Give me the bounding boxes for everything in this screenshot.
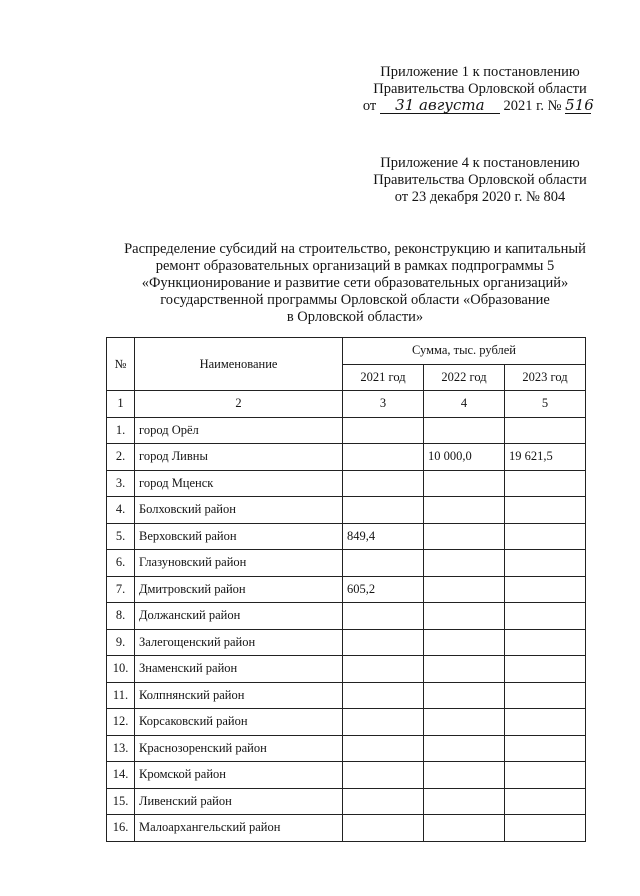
row-value-2021	[343, 682, 424, 709]
row-value-2023	[505, 603, 586, 630]
subsidy-table	[106, 337, 586, 842]
table-header-row	[107, 338, 586, 365]
table-body	[107, 417, 586, 841]
row-value-2021	[343, 762, 424, 789]
row-number: 16.	[107, 815, 135, 842]
table-row	[107, 603, 586, 630]
row-value-2022	[424, 629, 505, 656]
row-name: Должанский район	[135, 603, 343, 630]
header-2021: 2021 год	[343, 364, 424, 391]
row-value-2022	[424, 735, 505, 762]
row-number: 3.	[107, 470, 135, 497]
row-name: Знаменский район	[135, 656, 343, 683]
row-name: Малоархангельский район	[135, 815, 343, 842]
row-value-2023	[505, 629, 586, 656]
row-value-2022	[424, 576, 505, 603]
table-row	[107, 762, 586, 789]
handwritten-number: 516	[565, 96, 594, 114]
table-row	[107, 444, 586, 471]
table-row	[107, 682, 586, 709]
appendix-4-line3: от 23 декабря 2020 г. № 804	[394, 189, 566, 205]
header-sum: Сумма, тыс. рублей	[343, 338, 586, 365]
row-value-2021	[343, 470, 424, 497]
row-number: 7.	[107, 576, 135, 603]
row-value-2023	[505, 656, 586, 683]
row-value-2021	[343, 444, 424, 471]
header-name: Наименование	[135, 338, 343, 391]
table-row	[107, 417, 586, 444]
row-value-2023	[505, 550, 586, 577]
row-value-2022	[424, 656, 505, 683]
row-value-2023	[505, 682, 586, 709]
row-name: Глазуновский район	[135, 550, 343, 577]
row-value-2021	[343, 709, 424, 736]
table-row	[107, 709, 586, 736]
row-value-2023	[505, 576, 586, 603]
row-number: 6.	[107, 550, 135, 577]
table-row	[107, 656, 586, 683]
header-num: №	[107, 338, 135, 391]
colnum-5: 5	[505, 391, 586, 418]
row-number: 5.	[107, 523, 135, 550]
row-number: 1.	[107, 417, 135, 444]
row-value-2021	[343, 417, 424, 444]
row-name: город Ливны	[135, 444, 343, 471]
appendix-4-line1: Приложение 4 к постановлению	[380, 155, 580, 171]
row-value-2023	[505, 470, 586, 497]
row-value-2023	[505, 523, 586, 550]
row-name: Дмитровский район	[135, 576, 343, 603]
row-value-2021: 605,2	[343, 576, 424, 603]
colnum-1: 1	[107, 391, 135, 418]
title-line4: государственной программы Орловской области «Образование	[160, 292, 550, 308]
appendix-4-heading	[360, 155, 600, 206]
row-name: город Мценск	[135, 470, 343, 497]
title-line1: Распределение субсидий на строительство, реконструкцию и капитальный	[124, 241, 586, 257]
row-value-2022	[424, 603, 505, 630]
appendix-4-line2: Правительства Орловской области	[373, 172, 587, 188]
table-row	[107, 470, 586, 497]
row-name: Ливенский район	[135, 788, 343, 815]
appendix-1-mid: 2021 г. №	[503, 98, 562, 114]
row-value-2023: 19 621,5	[505, 444, 586, 471]
row-name: Залегощенский район	[135, 629, 343, 656]
row-value-2022	[424, 550, 505, 577]
table-row	[107, 629, 586, 656]
row-name: Корсаковский район	[135, 709, 343, 736]
appendix-1-line3	[354, 98, 600, 115]
row-value-2021	[343, 815, 424, 842]
row-value-2023	[505, 762, 586, 789]
row-value-2022	[424, 709, 505, 736]
table-row	[107, 497, 586, 524]
row-value-2022	[424, 788, 505, 815]
row-name: Болховский район	[135, 497, 343, 524]
row-name: Колпнянский район	[135, 682, 343, 709]
row-value-2021	[343, 603, 424, 630]
row-name: Краснозоренский район	[135, 735, 343, 762]
row-name: Верховский район	[135, 523, 343, 550]
table-row	[107, 576, 586, 603]
row-value-2023	[505, 709, 586, 736]
row-number: 13.	[107, 735, 135, 762]
appendix-1-line2: Правительства Орловской области	[373, 81, 587, 97]
row-value-2021: 849,4	[343, 523, 424, 550]
row-value-2023	[505, 735, 586, 762]
row-value-2022	[424, 523, 505, 550]
table-row	[107, 788, 586, 815]
row-value-2022: 10 000,0	[424, 444, 505, 471]
row-value-2021	[343, 550, 424, 577]
title-line2: ремонт образовательных организаций в рамках подпрограммы 5	[155, 258, 555, 274]
row-value-2021	[343, 656, 424, 683]
header-2022: 2022 год	[424, 364, 505, 391]
title-line3: «Функционирование и развитие сети образовательных организаций»	[141, 275, 569, 291]
row-name: Кромской район	[135, 762, 343, 789]
header-2023: 2023 год	[505, 364, 586, 391]
row-value-2022	[424, 470, 505, 497]
appendix-1-line1: Приложение 1 к постановлению	[380, 64, 580, 80]
row-value-2022	[424, 815, 505, 842]
row-number: 15.	[107, 788, 135, 815]
row-value-2023	[505, 417, 586, 444]
column-numbers-row	[107, 391, 586, 418]
row-value-2023	[505, 788, 586, 815]
row-number: 11.	[107, 682, 135, 709]
colnum-3: 3	[343, 391, 424, 418]
table-row	[107, 735, 586, 762]
row-number: 2.	[107, 444, 135, 471]
row-value-2021	[343, 735, 424, 762]
table-row	[107, 550, 586, 577]
row-value-2021	[343, 788, 424, 815]
row-value-2022	[424, 762, 505, 789]
row-value-2023	[505, 815, 586, 842]
row-value-2022	[424, 497, 505, 524]
row-number: 4.	[107, 497, 135, 524]
table-row	[107, 523, 586, 550]
row-value-2023	[505, 497, 586, 524]
title-line5: в Орловской области»	[286, 309, 424, 325]
row-name: город Орёл	[135, 417, 343, 444]
document-title	[110, 241, 600, 326]
row-value-2022	[424, 417, 505, 444]
appendix-1-heading	[360, 64, 600, 115]
table-row	[107, 815, 586, 842]
row-value-2021	[343, 497, 424, 524]
handwritten-date: 31 августа	[380, 98, 500, 114]
row-number: 12.	[107, 709, 135, 736]
row-number: 8.	[107, 603, 135, 630]
row-value-2022	[424, 682, 505, 709]
colnum-4: 4	[424, 391, 505, 418]
row-number: 14.	[107, 762, 135, 789]
row-number: 10.	[107, 656, 135, 683]
row-value-2021	[343, 629, 424, 656]
colnum-2: 2	[135, 391, 343, 418]
appendix-1-prefix: от	[362, 98, 377, 114]
row-number: 9.	[107, 629, 135, 656]
